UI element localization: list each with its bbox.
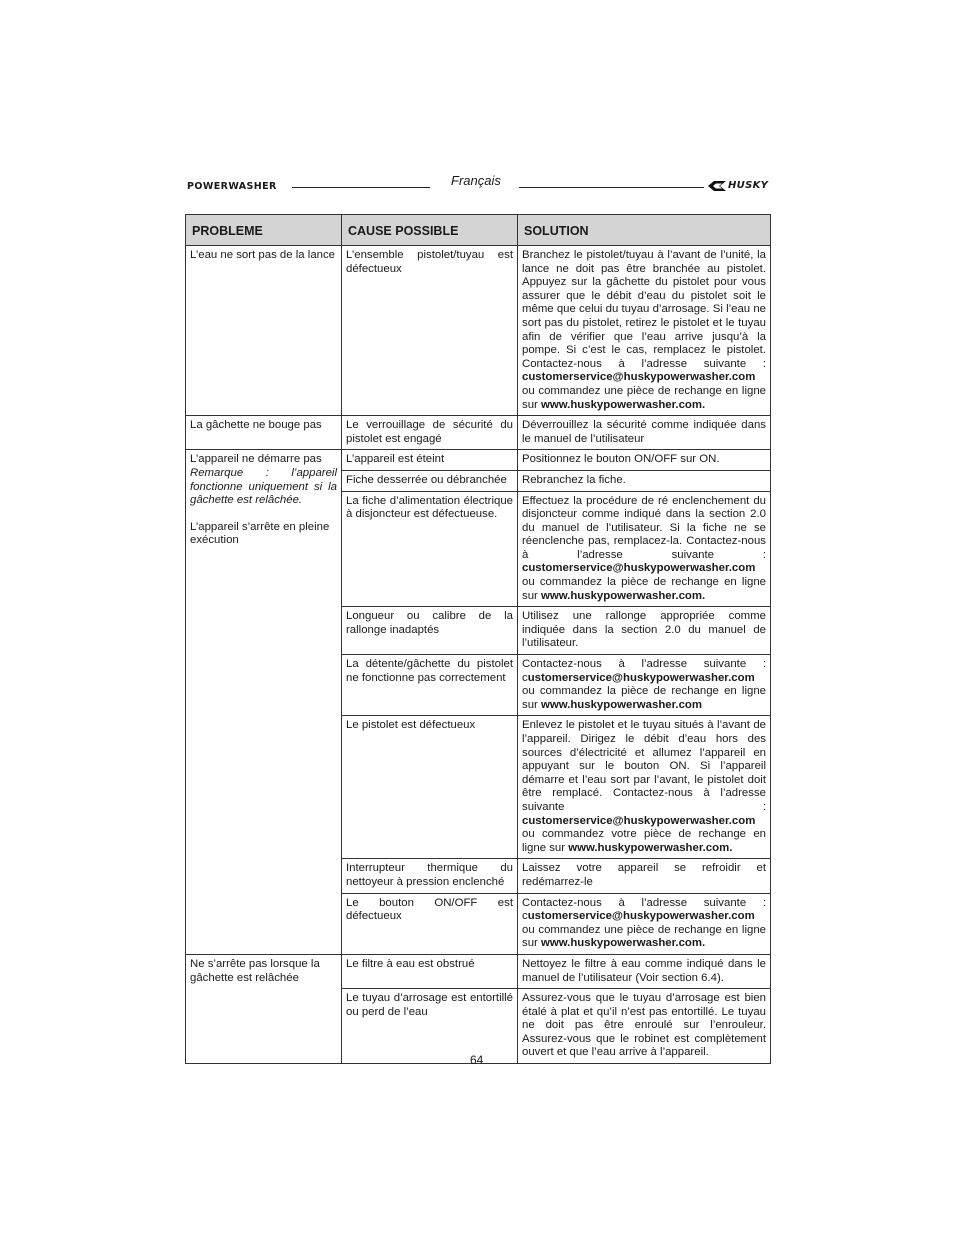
cause-cell: L’appareil est éteint [342, 450, 518, 471]
solution-cell [518, 954, 771, 988]
solution-text: ou commandez la pièce de rechange en ligne sur [522, 576, 766, 602]
solution-cell [518, 989, 771, 1064]
solution-link-text: www.huskypowerwasher.com. [541, 589, 706, 602]
header-rule-right [519, 187, 704, 188]
cause-cell: Le verrouillage de sécurité du pistolet est engagé [342, 416, 518, 450]
problem-cell [186, 450, 342, 955]
solution-text: Contactez-nous à l’adresse suivante : c [522, 896, 766, 923]
table-row [186, 246, 771, 416]
solution-text: ou commandez une pièce de rechange en ligne sur [522, 923, 766, 950]
problem-cell [186, 954, 342, 1063]
cause-cell: Le filtre à eau est obstrué [342, 954, 518, 988]
header-rule-left [292, 187, 430, 188]
solution-text: Effectuez la procédure de ré enclenchement du disjoncteur comme indiqué dans la section 2.0 du manuel de l’utilisateur. Si la fiche ne se réenclenche pas, remplacez-la. Contactez-nous à l’adresse suivante : [522, 494, 766, 561]
table-row [186, 450, 771, 471]
problem-text: L’appareil ne démarre pas [190, 453, 322, 466]
solution-link-text: customerservice@huskypowerwasher.com [522, 814, 756, 827]
solution-cell [518, 450, 771, 471]
solution-text: Déverrouillez la sécurité comme indiquée dans le manuel de l’utilisateur [522, 419, 766, 445]
solution-text: Rebranchez la fiche. [522, 473, 626, 486]
solution-cell [518, 246, 771, 416]
solution-text: Utilisez une rallonge appropriée comme indiquée dans la section 2.0 du manuel de l’utilisateur. [522, 610, 766, 650]
solution-link-text: www.huskypowerwasher.com [541, 698, 702, 711]
solution-text: Laissez votre appareil se refroidir et redémarrez-le [522, 862, 766, 888]
solution-link-text: customerservice@huskypowerwasher.com [522, 562, 756, 575]
column-header-solution: SOLUTION [518, 215, 771, 246]
cause-cell: Le bouton ON/OFF est défectueux [342, 893, 518, 954]
solution-link-text: ustomerservice@huskypowerwasher.com [527, 671, 755, 684]
problem-cell [186, 246, 342, 416]
solution-cell [518, 491, 771, 607]
table-row [186, 416, 771, 450]
spacer [190, 508, 337, 521]
solution-text: Nettoyez le filtre à eau comme indiqué dans le manuel de l’utilisateur (Voir section 6.4). [522, 957, 766, 984]
brand-logo [708, 180, 768, 191]
cause-cell: Le tuyau d’arrosage est entortillé ou perd de l’eau [342, 989, 518, 1064]
table-header-row [186, 215, 771, 246]
problem-note: Remarque : l’appareil fonctionne uniquement si la gâchette est relâchée. [190, 466, 337, 507]
solution-link-text: www.huskypowerwasher.com. [541, 937, 706, 950]
cause-cell: L’ensemble pistolet/tuyau est défectueux [342, 246, 518, 416]
cause-cell: Fiche desserrée ou débranchée [342, 470, 518, 491]
solution-cell [518, 655, 771, 716]
solution-link-text: www.huskypowerwasher.com. [541, 398, 706, 411]
solution-text: Enlevez le pistolet et le tuyau situés à l’avant de l’appareil. Dirigez le débit d’eau hors des sources d’électricité et allumez l’appareil en appuyant sur le bouton ON. Si l’appareil démarre et l’eau sort par l’avant, le pistolet doit être remplacé. Contactez-nous à l’adresse suivante : [522, 719, 766, 813]
solution-text: ou commandez la pièce de rechange en ligne sur [522, 685, 766, 711]
solution-text: Contactez-nous à l’adresse suivante : c [522, 658, 766, 684]
cause-cell: Le pistolet est défectueux [342, 716, 518, 859]
solution-link-text: customerservice@huskypowerwasher.com [522, 371, 756, 384]
solution-text: Assurez-vous que le tuyau d’arrosage est bien étalé à plat et qu’il n’est pas entortillé. Le tuyau ne doit pas être enroulé sur l’enrouleur. Assurez-vous que le robinet est complètement ouvert et que l’eau arrive à l’appareil. [522, 992, 766, 1059]
solution-cell [518, 416, 771, 450]
solution-text: ou commandez une pièce de rechange en ligne sur [522, 384, 766, 411]
column-header-cause: CAUSE POSSIBLE [342, 215, 518, 246]
table-row [186, 954, 771, 988]
troubleshooting-table [185, 214, 771, 1064]
problem-extra: L’appareil s’arrête en pleine exécution [190, 520, 330, 547]
brand-arrow-icon [708, 181, 726, 191]
cause-cell: La fiche d’alimentation électrique à disjoncteur est défectueuse. [342, 491, 518, 607]
solution-cell [518, 716, 771, 859]
cause-cell: La détente/gâchette du pistolet ne fonctionne pas correctement [342, 655, 518, 716]
header-language: Français [451, 173, 501, 188]
page-number: 64 [470, 1053, 484, 1067]
solution-cell [518, 470, 771, 491]
brand-name: HUSKY [728, 180, 769, 191]
solution-text: ou commandez votre pièce de rechange en ligne sur [522, 828, 766, 854]
solution-text: Positionnez le bouton ON/OFF sur ON. [522, 453, 720, 466]
problem-text: L’eau ne sort pas de la lance [190, 249, 336, 261]
solution-cell [518, 607, 771, 655]
solution-text: Branchez le pistolet/tuyau à l’avant de l’unité, la lance ne doit pas être branchée au pistolet. Appuyez sur la gâchette du pistolet pour vous assurer que le débit d’eau du pistolet soit le même que celui du tuyau d’arrosage. Si l’eau ne sort pas du pistolet, retirez le pistolet et le tuyau afin de vérifier que l’eau arrive jusqu’à la pompe. Si c’est le cas, remplacez le pistolet. Contactez-nous à l’adresse suivante : [522, 249, 766, 370]
cause-cell: Interrupteur thermique du nettoyeur à pression enclenché [342, 859, 518, 893]
solution-link-text: ustomerservice@huskypowerwasher.com [527, 910, 755, 923]
solution-cell [518, 893, 771, 954]
cause-cell: Longueur ou calibre de la rallonge inadaptés [342, 607, 518, 655]
header-product-name: POWERWASHER [187, 181, 277, 192]
solution-link-text: www.huskypowerwasher.com. [568, 841, 733, 854]
problem-text: Ne s’arrête pas lorsque la gâchette est relâchée [190, 957, 320, 984]
column-header-problem: PROBLEME [186, 215, 342, 246]
table-body [186, 246, 771, 1064]
solution-cell [518, 859, 771, 893]
problem-cell [186, 416, 342, 450]
problem-text: La gâchette ne bouge pas [190, 419, 322, 432]
